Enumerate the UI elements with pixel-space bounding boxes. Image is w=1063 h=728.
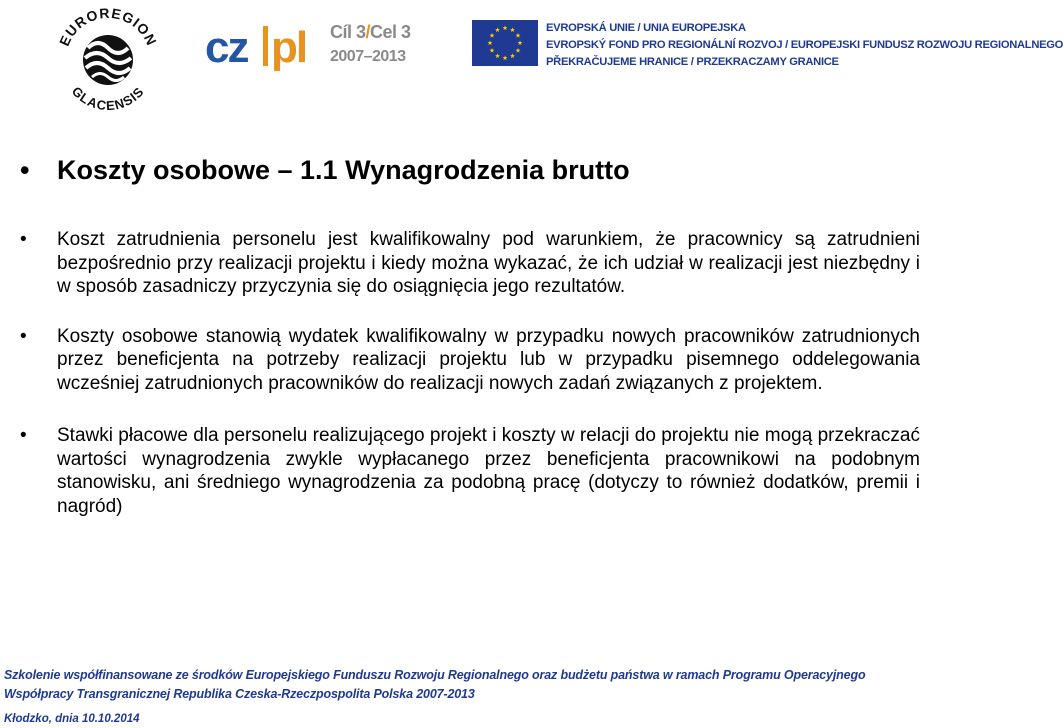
paragraph-1 — [20, 228, 920, 299]
bullet-icon: • — [20, 155, 30, 185]
eu-funding-text — [546, 20, 1063, 71]
svg-text:cz: cz — [205, 23, 248, 72]
slide-title-text: Koszty osobowe – 1.1 Wynagrodzenia brutto — [57, 155, 630, 185]
program-cil: Cíl 3 — [330, 22, 366, 42]
bullet-icon: • — [20, 325, 27, 347]
paragraph-3 — [20, 424, 920, 518]
svg-text:pl: pl — [271, 23, 307, 72]
eu-line-1: EVROPSKÁ UNIE / UNIA EUROPEJSKA — [546, 22, 746, 34]
eu-flag-icon — [472, 20, 538, 66]
footer-line-1: Szkolenie współfinansowane ze środków Europejskiego Funduszu Rozwoju Regionalnego oraz budżetu państwa w ramach Programu Operacyjnego — [4, 668, 866, 682]
bullet-icon: • — [20, 425, 27, 446]
header-logos — [0, 0, 1063, 115]
slide-content — [20, 150, 920, 518]
slide-title — [20, 150, 920, 190]
euroregion-glacensis-logo — [52, 4, 162, 110]
eu-line-3: PŘEKRAČUJEME HRANICE / PRZEKRACZAMY GRANICE — [546, 56, 839, 68]
paragraph-3-text: Stawki płacowe dla personelu realizującego projekt i koszty w relacji do projektu nie mogą przekraczać wartości wynagrodzenia zwykle wypłacanego przez beneficjenta pracownikowi na podobnym stanowisku, ani średniego wynagrodzenia za podobną pracę (dotyczy to również dodatków, premii i nagród) — [57, 425, 920, 517]
program-years: 2007–2013 — [330, 48, 406, 65]
paragraph-2 — [20, 325, 920, 396]
footer-line-2: Współpracy Transgranicznej Republika Czeska-Rzeczpospolita Polska 2007-2013 — [4, 686, 475, 701]
svg-text:GLACENSIS: GLACENSIS — [68, 83, 148, 110]
footer-date: Kłodzko, dnia 10.10.2014 — [4, 713, 140, 725]
footer — [4, 666, 959, 703]
program-sep: / — [365, 22, 371, 42]
paragraph-2-text: Koszty osobowe stanowią wydatek kwalifikowalny w przypadku nowych pracowników zatrudnionych przez beneficjenta na potrzeby realizacji projektu lub w przypadku pisemnego oddelegowania wcześniej zatrudnionych pracowników do realizacji nowych zadań związanych z projektem. — [57, 325, 920, 394]
czpl-logo — [205, 20, 325, 70]
program-cil3-cel3 — [330, 22, 420, 70]
svg-text:EUROREGION: EUROREGION — [55, 4, 161, 49]
eu-line-2: EVROPSKÝ FOND PRO REGIONÁLNÍ ROZVOJ / EUROPEJSKI FUNDUSZ ROZWOJU REGIONALNEGO — [546, 39, 1063, 51]
paragraph-1-text: Koszt zatrudnienia personelu jest kwalifikowalny pod warunkiem, że pracownicy są zatrudnieni bezpośrednio przy realizacji projektu i kiedy można wykazać, że ich udział w realizacji jest niezbędny i w sposób zasadniczy przyczynia się do osiągnięcia jego rezultatów. — [57, 229, 920, 297]
bullet-icon: • — [20, 229, 27, 250]
program-cel: Cel 3 — [370, 22, 411, 42]
